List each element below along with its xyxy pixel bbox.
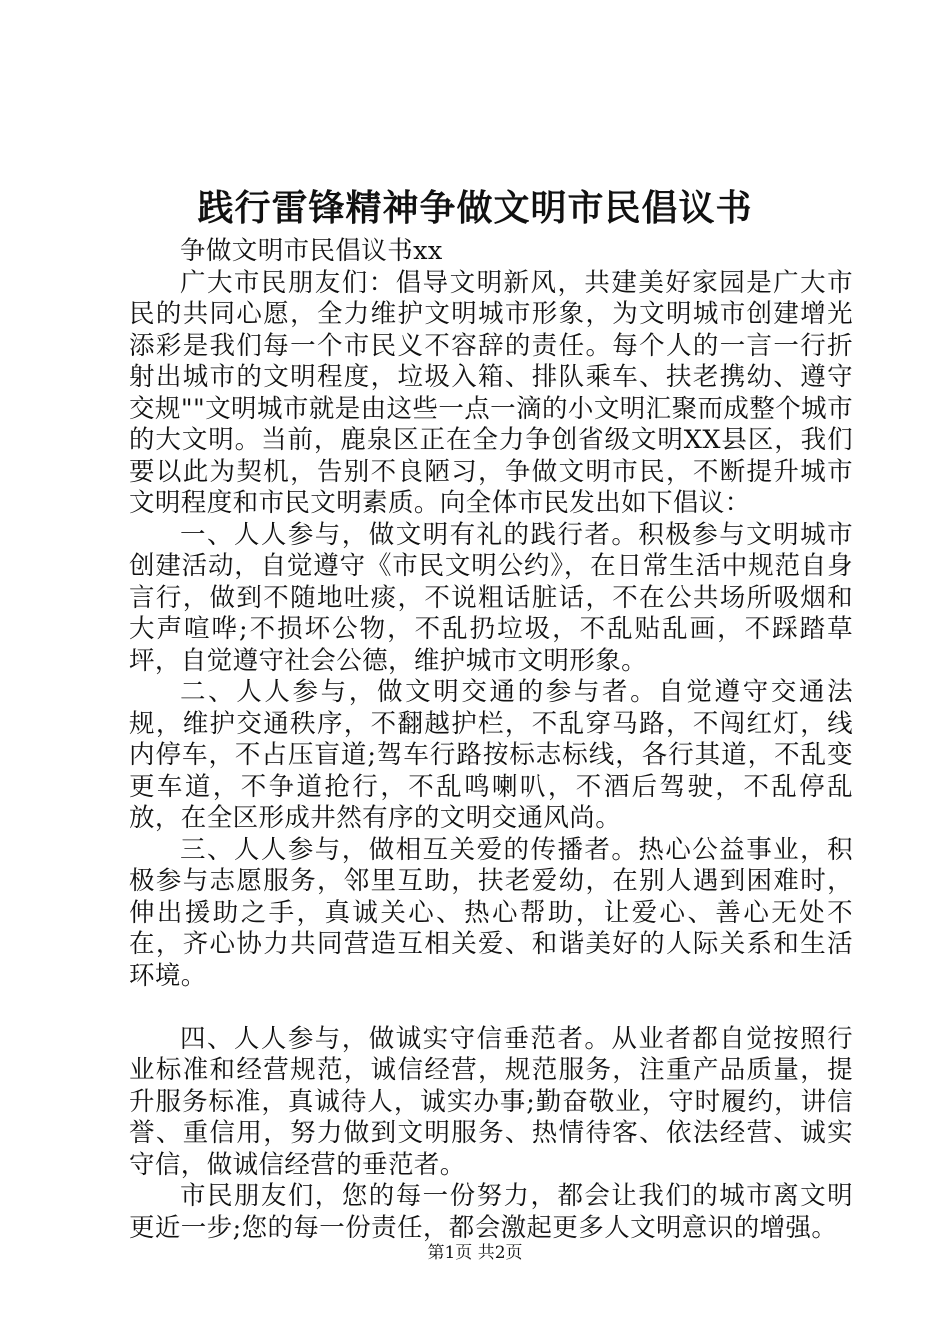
paragraph-closing: 市民朋友们，您的每一份努力，都会让我们的城市离文明更近一步;您的每一份责任，都会激起更多人文明意识的增强。 <box>129 1181 853 1243</box>
paragraph-spacer <box>129 992 853 1024</box>
paragraph-item-1: 一、人人参与，做文明有礼的践行者。积极参与文明城市创建活动，自觉遵守《市民文明公约》，在日常生活中规范自身言行，做到不随地吐痰，不说粗话脏话，不在公共场所吸烟和大声喧哗;不损坏公物，不乱扔垃圾，不乱贴乱画，不踩踏草坪，自觉遵守社会公德，维护城市文明形象。 <box>129 519 853 676</box>
document-body <box>129 236 853 1244</box>
paragraph-item-4: 四、人人参与，做诚实守信垂范者。从业者都自觉按照行业标准和经营规范，诚信经营，规范服务，注重产品质量，提升服务标准，真诚待人，诚实办事;勤奋敬业，守时履约，讲信誉、重信用，努力做到文明服务、热情待客、依法经营、诚实守信，做诚信经营的垂范者。 <box>129 1023 853 1180</box>
paragraph-subtitle: 争做文明市民倡议书xx <box>180 236 443 266</box>
paragraph-item-2: 二、人人参与，做文明交通的参与者。自觉遵守交通法规，维护交通秩序，不翻越护栏，不乱穿马路，不闯红灯，线内停车，不占压盲道;驾车行路按标志标线，各行其道，不乱变更车道，不争道抢行，不乱鸣喇叭，不酒后驾驶，不乱停乱放，在全区形成井然有序的文明交通风尚。 <box>129 677 853 833</box>
paragraph-item-3: 三、人人参与，做相互关爱的传播者。热心公益事业，积极参与志愿服务，邻里互助，扶老爱幼，在别人遇到困难时，伸出援助之手，真诚关心、热心帮助，让爱心、善心无处不在，齐心协力共同营造互相关爱、和谐美好的人际关系和生活环境。 <box>129 834 853 991</box>
page-footer: 第1页 共2页 <box>427 1243 523 1263</box>
document-title: 践行雷锋精神争做文明市民倡议书 <box>197 187 753 229</box>
paragraph-intro: 广大市民朋友们：倡导文明新风，共建美好家园是广大市民的共同心愿，全力维护文明城市形象，为文明城市创建增光添彩是我们每一个市民义不容辞的责任。每个人的一言一行折射出城市的文明程度，垃圾入箱、排队乘车、扶老携幼、遵守交规""文明城市就是由这些一点一滴的小文明汇聚而成整个城市的大文明。当前，鹿泉区正在全力争创省级文明XX县区，我们要以此为契机，告别不良陋习，争做文明市民，不断提升城市文明程度和市民文明素质。向全体市民发出如下倡议： <box>129 267 853 518</box>
